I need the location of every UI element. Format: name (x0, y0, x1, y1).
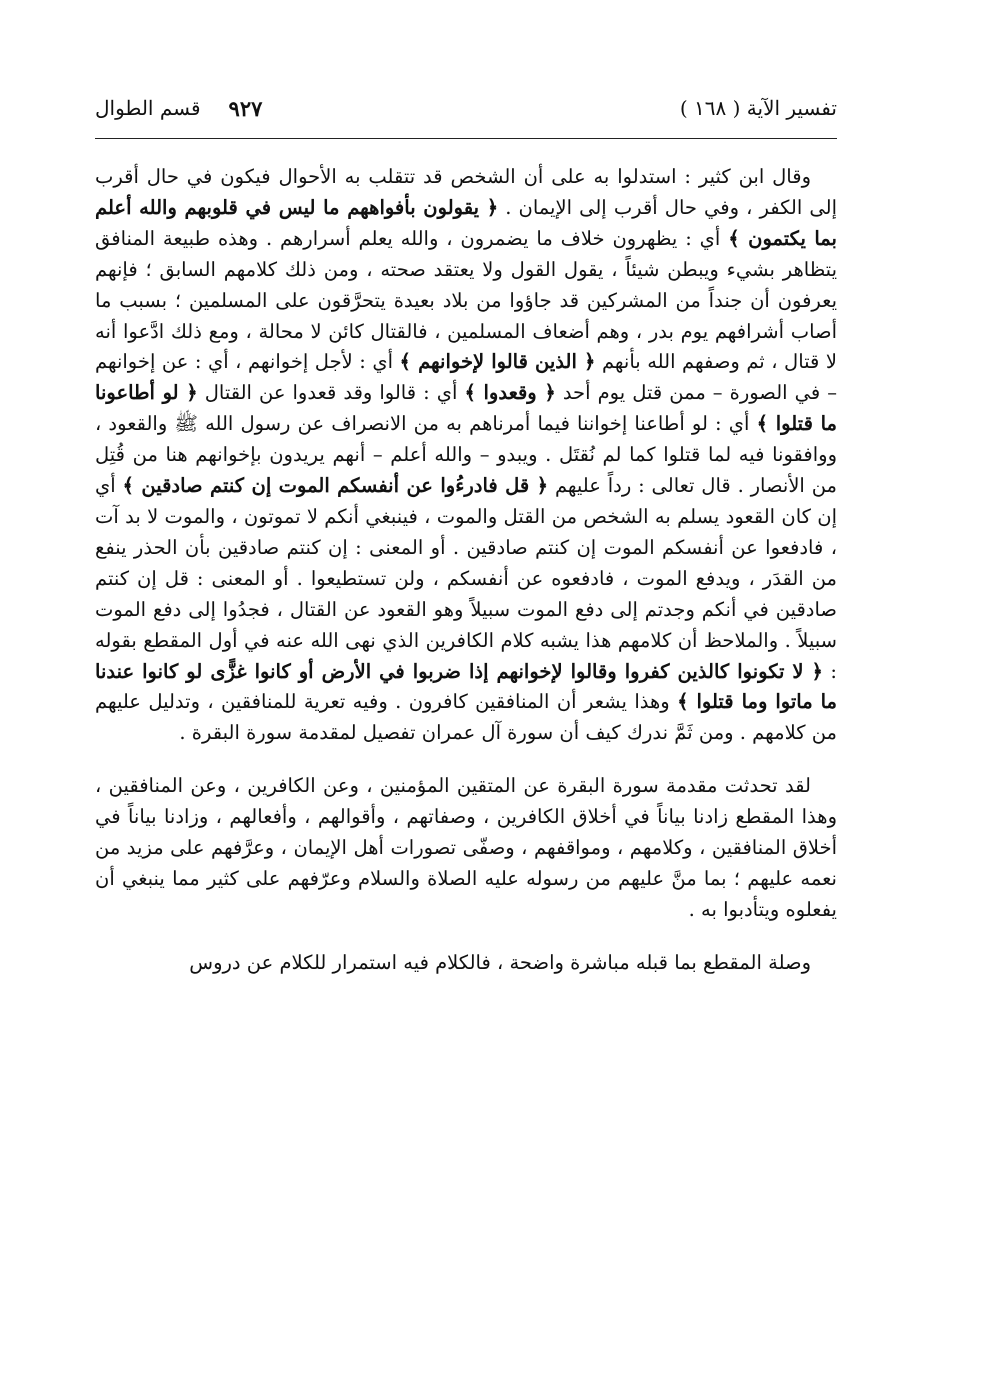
commentary-text: وصلة المقطع بما قبله مباشرة واضحة ، فالكلام فيه استمرار للكلام عن دروس (189, 950, 811, 974)
quran-quote: ﴿ لا تكونوا كالذين كفروا وقالوا لإخوانهم إذا ضربوا في الأرض أو كانوا غزًّى لو كانوا عندنا ما ماتوا وما قتلوا ﴾ (95, 659, 837, 714)
quran-quote: ﴿ وقعدوا ﴾ (464, 381, 556, 405)
commentary-text: أي : يظهرون خلاف ما يضمرون ، والله يعلم أسرارهم . وهذه طبيعة المنافق يتظاهر بشيء ويبطن شيئاً ، يقول القول ولا يعتقد صحته ، ومن ذلك كلامهم السابق ؛ فإنهم يعرفون أن جنداً من المشركين قد جاؤوا من بلاد بعيدة يتحرَّقون على المسلمين ؛ بسبب ما أصاب أشرافهم يوم بدر ، وهم أضعاف المسلمين ، فالقتال كائن لا محالة ، ومع ذلك ادَّعوا أنه لا قتال ، ثم وصفهم الله بأنهم (95, 226, 837, 374)
commentary-text: أي إن كان القعود يسلم به الشخص من القتل والموت ، فينبغي أنكم لا تموتون ، والموت لا بد آت ، فادفعوا عن أنفسكم الموت إن كنتم صادقين . أو المعنى : إن كنتم صادقين بأن الحذر ينفع من القدَر ، ويدفع الموت ، فادفعوه عن أنفسكم ، ولن تستطيعوا . أو المعنى : قل إن كنتم صادقين في أنكم وجدتم إلى دفع الموت سبيلاً وهو القعود عن القتال ، فجدُوا إلى دفع الموت سبيلاً . والملاحظ أن كلامهم هذا يشبه كلام الكافرين الذي نهى الله عنه في أول المقطع بقوله : (95, 474, 837, 683)
header-divider (95, 138, 837, 139)
page-number: ٩٢٧ (228, 96, 263, 121)
main-text (95, 162, 837, 979)
commentary-text: وقال ابن كثير : استدلوا به على أن الشخص قد تتقلب به الأحوال فيكون في حال أقرب إلى الكفر ، وفي حال أقرب إلى الإيمان . (95, 165, 837, 219)
commentary-text: أي : لو أطاعنا إخواننا فيما أمرناهم به من الانصراف عن رسول الله ﷺ والقعود ، ووافقونا فيه لما قتلوا كما لم نُقتَل . ويبدو – والله أعلم – أنهم يريدون بإخوانهم هنا من قُتِل من الأنصار . قال تعالى : رداً عليهم (95, 412, 837, 498)
quran-quote: ﴿ لو أطاعونا ما قتلوا ﴾ (95, 381, 838, 436)
paragraph (95, 162, 837, 749)
page-header (95, 96, 837, 136)
commentary-text: وهذا يشعر أن المنافقين كافرون . وفيه تعرية للمنافقين ، وتدليل عليهم من كلامهم . ومن ثَمَّ ندرك كيف أن سورة آل عمران تفصيل لمقدمة سورة البقرة . (95, 690, 837, 745)
header-left-group (95, 96, 262, 121)
commentary-text: أي : قالوا وقد قعدوا عن القتال (197, 381, 465, 405)
quran-quote: ﴿ قل فادرءُوا عن أنفسكم الموت إن كنتم صادقين ﴾ (122, 474, 549, 498)
paragraph (95, 948, 837, 979)
surah-title: تفسير الآية ( ١٦٨ ) (679, 96, 837, 120)
commentary-text: لقد تحدثت مقدمة سورة البقرة عن المتقين المؤمنين ، وعن الكافرين ، وعن المنافقين ، وهذا المقطع زادنا بياناً في أخلاق الكافرين ، وصفاتهم ، وأقوالهم ، وأفعالهم ، وزادنا بياناً في أخلاق المنافقين ، وكلامهم ، ومواقفهم ، وصفّى تصورات أهل الإيمان ، وعرَّفهم على مزيد من نعمه عليهم ؛ بما منَّ عليهم من رسوله عليه الصلاة والسلام وعرّفهم على كثير مما ينبغي أن يفعلوه ويتأدبوا به . (95, 774, 837, 921)
commentary-text: أي : لأجل إخوانهم ، أي : عن إخوانهم – في الصورة – ممن قتل يوم أحد (95, 350, 837, 405)
section-title: قسم الطوال (95, 96, 201, 120)
quran-quote: ﴿ يقولون بأفواههم ما ليس في قلوبهم والله أعلم بما يكتمون ﴾ (95, 195, 837, 250)
quran-quote: ﴿ الذين قالوا لإخوانهم ﴾ (399, 350, 596, 374)
paragraph (95, 771, 837, 926)
